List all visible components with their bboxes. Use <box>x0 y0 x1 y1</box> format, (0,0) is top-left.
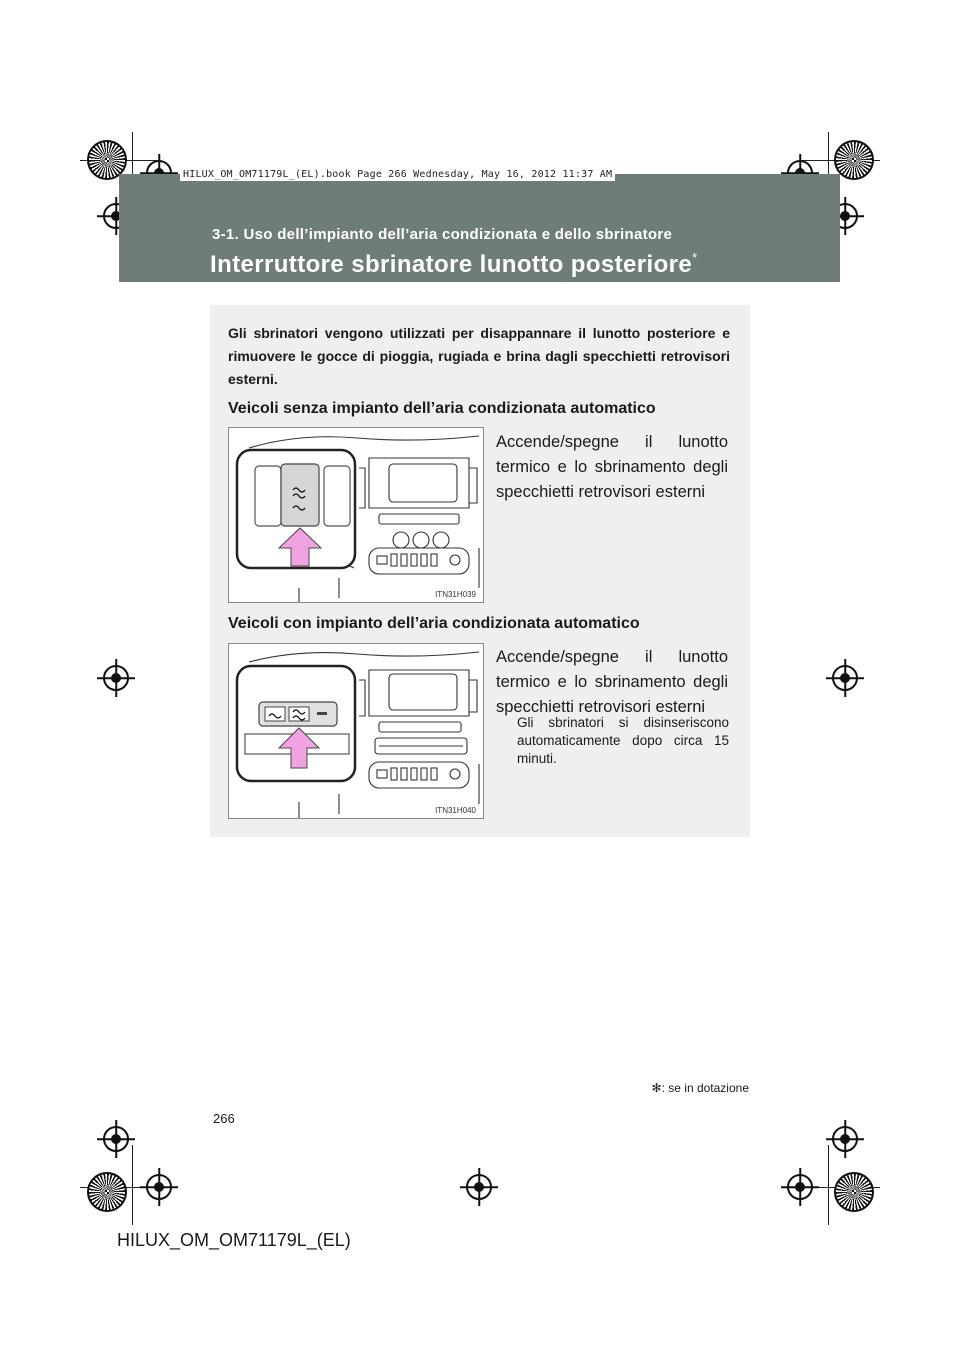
sunburst-mark <box>834 1172 874 1212</box>
section2-heading: Veicoli con impianto dell’aria condizionata automatico <box>228 615 640 632</box>
title-marker: * <box>692 250 698 265</box>
crop-line <box>132 1145 133 1225</box>
dashboard-drawing <box>229 644 484 819</box>
crop-line <box>828 1145 829 1225</box>
figure-code: ITN31H039 <box>435 590 476 599</box>
section1-heading: Veicoli senza impianto dell’aria condizionata automatico <box>228 400 656 417</box>
intro-text: Gli sbrinatori vengono utilizzati per disappannare il lunotto posteriore e rimuovere le gocce di pioggia, rugiada e brina dagli specchietti retrovisori esterni. <box>228 325 730 387</box>
registration-mark <box>103 1126 129 1152</box>
section2-description: Accende/spegne il lunotto termico e lo sbrinamento degli specchietti retrovisori esterni <box>496 648 728 716</box>
sunburst-mark <box>834 140 874 180</box>
registration-mark <box>832 1126 858 1152</box>
dashboard-illustration <box>228 427 484 603</box>
section1-description: Accende/spegne il lunotto termico e lo sbrinamento degli specchietti retrovisori esterni <box>496 433 728 501</box>
section2-note: Gli sbrinatori si disinseriscono automaticamente dopo circa 15 minuti. <box>517 715 729 766</box>
dashboard-illustration <box>228 643 484 819</box>
registration-mark <box>146 1174 172 1200</box>
registration-mark <box>787 1174 813 1200</box>
figure-code: ITN31H040 <box>435 806 476 815</box>
page-title-text: Interruttore sbrinatore lunotto posteriore <box>210 251 693 278</box>
sunburst-mark <box>87 1172 127 1212</box>
registration-mark <box>466 1174 492 1200</box>
page-title <box>210 250 698 279</box>
footnote: ✻: se in dotazione <box>651 1081 749 1095</box>
page-number: 266 <box>213 1111 235 1126</box>
registration-mark <box>103 665 129 691</box>
document-code: HILUX_OM_OM71179L_(EL) <box>117 1230 351 1250</box>
section-label: 3-1. Uso dell’impianto dell’aria condizionata e dello sbrinatore <box>212 226 673 243</box>
registration-mark <box>832 665 858 691</box>
book-info: HILUX_OM_OM71179L_(EL).book Page 266 Wednesday, May 16, 2012 11:37 AM <box>180 168 615 181</box>
dashboard-drawing <box>229 428 484 603</box>
